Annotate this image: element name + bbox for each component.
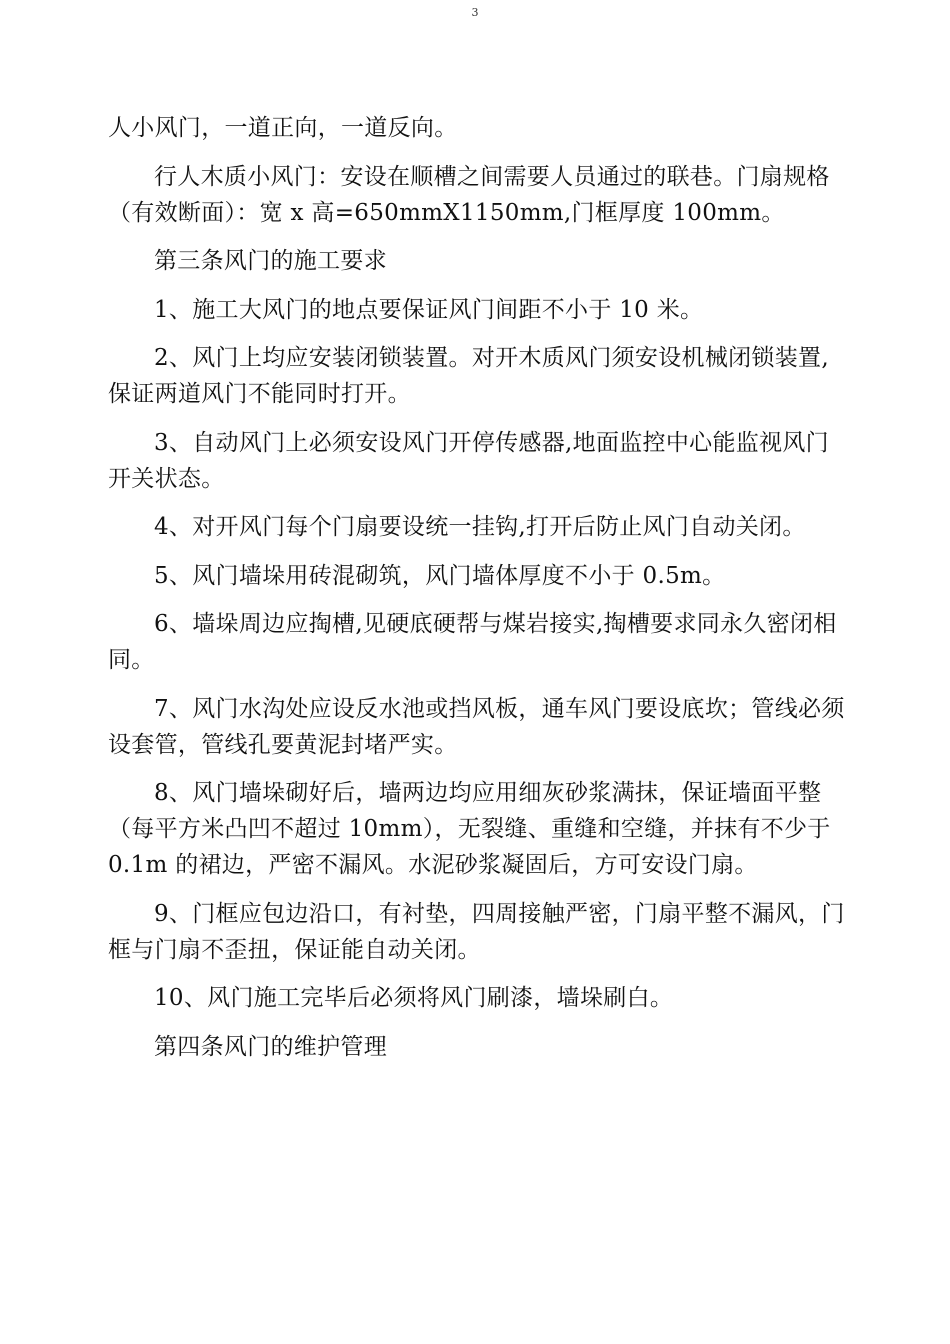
list-item-1: 1、施工大风门的地点要保证风门间距不小于 10 米。 (154, 296, 704, 323)
list-item-6: 6、墙垛周边应掏槽,见硬底硬帮与煤岩接实,掏槽要求同永久密闭相同。 (108, 611, 837, 673)
list-item-7: 7、风门水沟处应设反水池或挡风板，通车风门要设底坎；管线必须设套管，管线孔要黄泥封堵严实。 (108, 695, 845, 758)
list-item-8: 8、风门墙垛砌好后，墙两边均应用细灰砂浆满抹，保证墙面平整（每平方米凸凹不超过 10mm），无裂缝、重缝和空缝，并抹有不少于 0.1m 的裙边，严密不漏风。水泥砂浆凝固后，方可安设门扇。 (108, 780, 831, 878)
page-number: 3 (471, 6, 479, 19)
list-item-10: 10、风门施工完毕后必须将风门刷漆，墙垛刷白。 (154, 985, 674, 1011)
document-body (108, 110, 848, 1077)
list-item-4: 4、对开风门每个门扇要设统一挂钩,打开后防止风门自动关闭。 (154, 514, 806, 540)
paragraph-continuation: 人小风门，一道正向，一道反向。 (108, 115, 458, 141)
list-item-5: 5、风门墙垛用砖混砌筑，风门墙体厚度不小于 0.5m。 (154, 562, 726, 589)
list-item-3: 3、自动风门上必须安设风门开停传感器,地面监控中心能监视风门开关状态。 (108, 429, 829, 492)
list-item-2: 2、风门上均应安装闭锁装置。对开木质风门须安设机械闭锁装置,保证两道风门不能同时打开。 (108, 345, 829, 407)
list-item-9: 9、门框应包边沿口，有衬垫，四周接触严密，门扇平整不漏风，门框与门扇不歪扭，保证能自动关闭。 (108, 900, 845, 963)
section-heading-article-4: 第四条风门的维护管理 (154, 1033, 387, 1060)
paragraph-pedestrian-door-spec: 行人木质小风门：安设在顺槽之间需要人员通过的联巷。门扇规格（有效断面）：宽 x 高=650mmX1150mm,门框厚度 100mm。 (108, 163, 830, 226)
section-heading-article-3: 第三条风门的施工要求 (154, 248, 387, 274)
